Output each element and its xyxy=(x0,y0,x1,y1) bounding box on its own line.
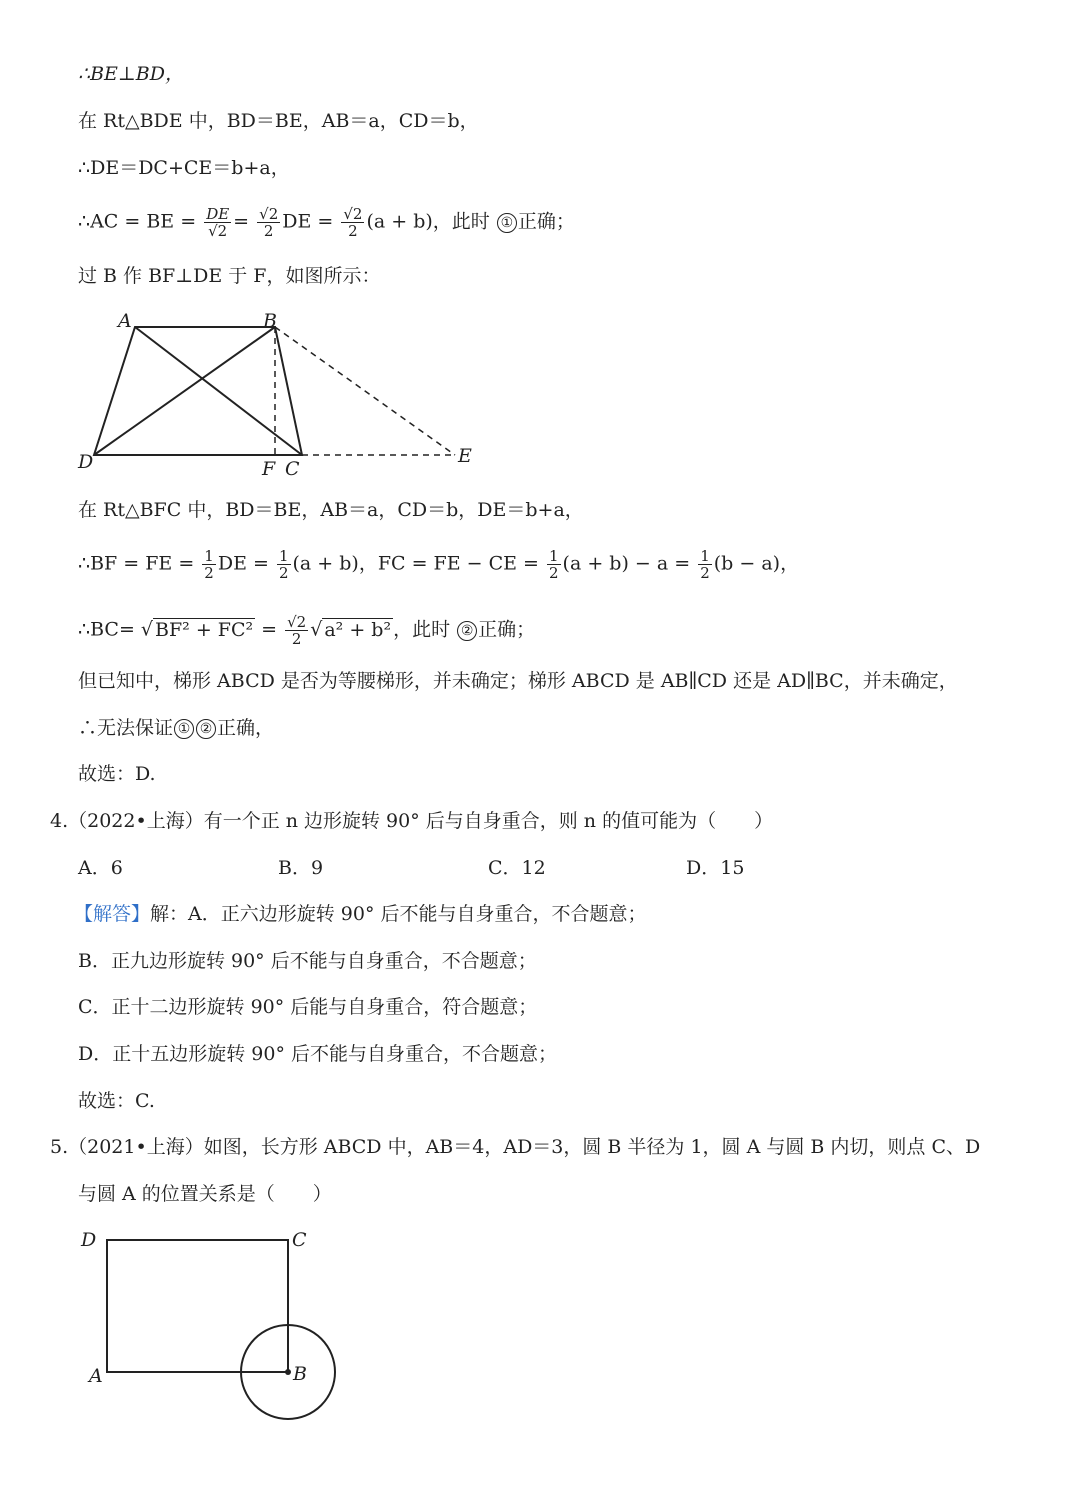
answer-line-5: 故选：C. xyxy=(78,1090,155,1112)
line-not-determined: 但已知中，梯形 ABCD 是否为等腰梯形，并未确定；梯形 ABCD 是 AB∥CD 还是 AD∥BC，并未确定， xyxy=(78,670,958,692)
fraction: $\frac{√2}{2}$ xyxy=(287,613,307,648)
option-b: B．9 xyxy=(278,857,324,879)
option-a: A．6 xyxy=(78,857,123,879)
fraction: $\frac{√2}{2}$ xyxy=(343,205,363,240)
rectangle-circle-figure xyxy=(75,1220,355,1430)
option-c: C．12 xyxy=(488,857,546,879)
fraction: $\frac{1}{2}$ xyxy=(549,547,559,582)
fraction: $\frac{√2}{2}$ xyxy=(259,205,279,240)
option-d: D．15 xyxy=(686,857,745,879)
answer-line-2: B．正九边形旋转 90° 后不能与自身重合，不合题意； xyxy=(78,950,537,972)
label-a: A xyxy=(89,1365,103,1387)
line-rt-bfc: 在 Rt△BFC 中，BD＝BE，AB＝a，CD＝b，DE＝b+a， xyxy=(78,499,584,521)
line-answer-d: 故选：D. xyxy=(78,763,156,785)
label-d: D xyxy=(81,1229,97,1251)
question-5-line-2: 与圆 A 的位置关系是（ ） xyxy=(78,1183,332,1205)
line-draw-bf: 过 B 作 BF⊥DE 于 F，如图所示： xyxy=(78,265,381,287)
label-f: F xyxy=(262,458,276,480)
answer-tag: 【解答】 xyxy=(74,903,151,925)
line-be-perp-bd: ∴BE⊥BD， xyxy=(78,63,184,85)
label-a: A xyxy=(118,310,132,332)
label-e: E xyxy=(458,445,472,467)
label-b: B xyxy=(293,1363,307,1385)
fraction: $\frac{DE}{√2}$ xyxy=(206,205,230,240)
answer-line-3: C．正十二边形旋转 90° 后能与自身重合，符合题意； xyxy=(78,996,538,1018)
line-rt-bde: 在 Rt△BDE 中，BD＝BE，AB＝a，CD＝b， xyxy=(78,110,479,132)
answer-line-1: 【解答】解：A．正六边形旋转 90° 后不能与自身重合，不合题意； xyxy=(74,903,647,925)
circled-one: ① xyxy=(497,213,517,233)
label-c: C xyxy=(292,1229,307,1251)
trapezoid-figure xyxy=(70,305,490,485)
fraction: $\frac{1}{2}$ xyxy=(204,547,214,582)
label-c: C xyxy=(285,458,300,480)
line-ac-formula: ∴AC = BE = $\frac{DE}{√2}$ = $\frac{√2}{2}$ DE = $\frac{√2}{2}$ (a + b)，此时 ① 正确； xyxy=(78,205,575,240)
answer-line-4: D．正十五边形旋转 90° 后不能与自身重合，不合题意； xyxy=(78,1043,557,1065)
question-4: 4.（2022•上海）有一个正 n 边形旋转 90° 后与自身重合，则 n 的值可能为（ ） xyxy=(50,810,774,832)
question-5-line-1: 5.（2021•上海）如图，长方形 ABCD 中，AB＝4，AD＝3，圆 B 半径为 1，圆 A 与圆 B 内切，则点 C、D xyxy=(50,1136,981,1158)
circled-two: ② xyxy=(457,621,477,641)
line-bc-formula: ∴BC= √ BF² + FC² = $\frac{√2}{2}$ √ a² + b² ，此时 ② 正确； xyxy=(78,613,536,648)
line-de: ∴DE＝DC+CE＝b+a， xyxy=(78,157,290,179)
circled-two: ② xyxy=(196,719,216,739)
circled-one: ① xyxy=(174,719,194,739)
line-cannot-guarantee: ∴无法保证 ① ② 正确， xyxy=(78,717,275,739)
label-b: B xyxy=(263,310,277,332)
line-bf-formula: ∴BF = FE = $\frac{1}{2}$ DE = $\frac{1}{2}$ (a + b)，FC = FE − CE = $\frac{1}{2}$ (a + b) − a = $\frac{1}{2}$ (b − a)， xyxy=(78,547,800,582)
label-d: D xyxy=(78,451,94,473)
fraction: $\frac{1}{2}$ xyxy=(700,547,710,582)
fraction: $\frac{1}{2}$ xyxy=(278,547,289,582)
